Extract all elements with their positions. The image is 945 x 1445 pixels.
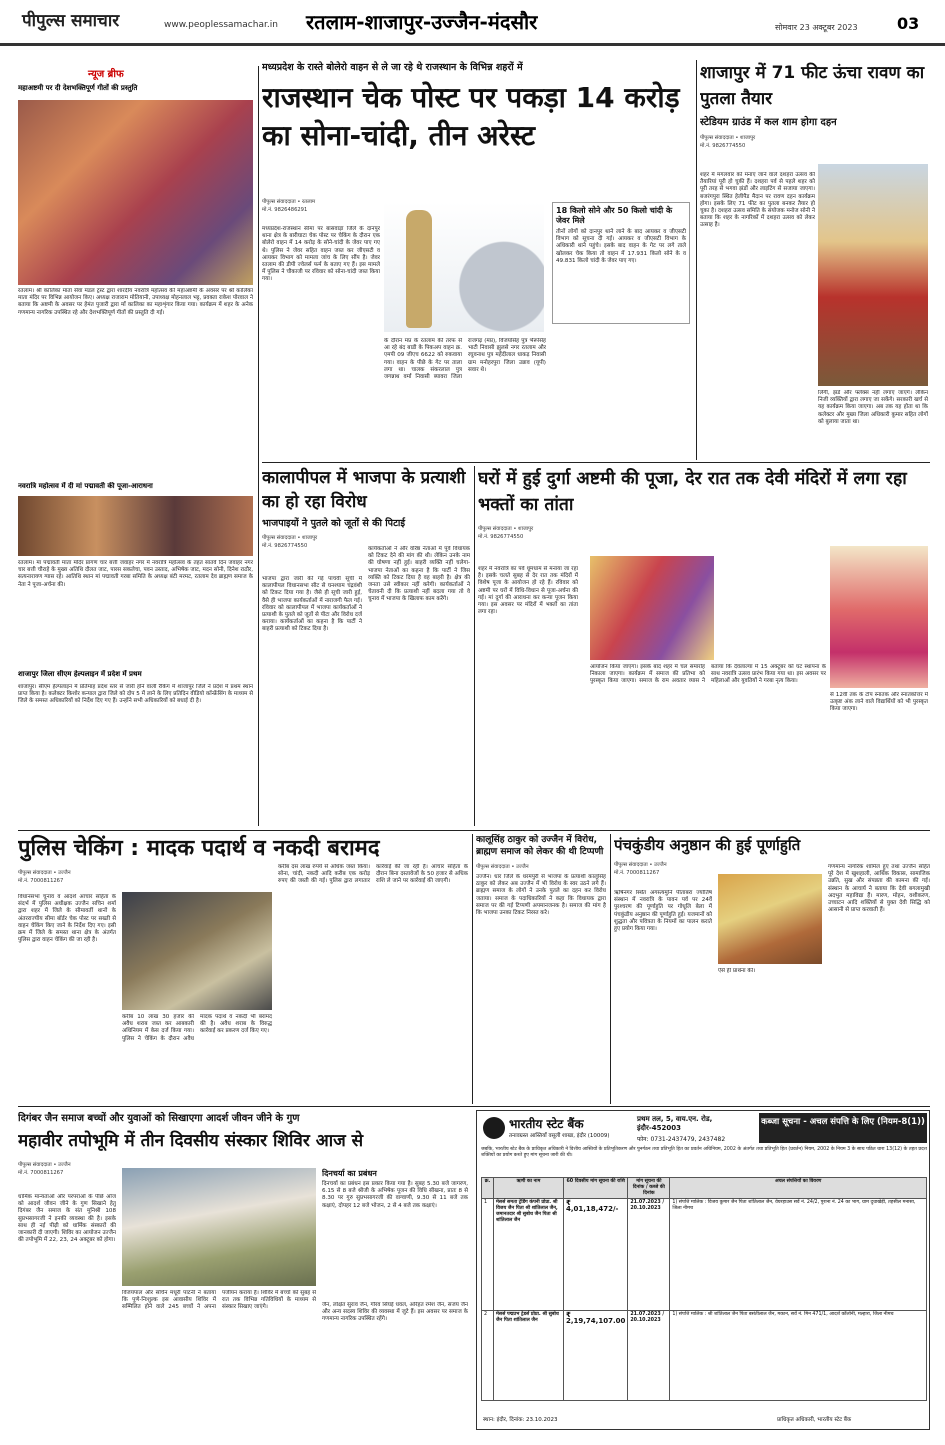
durga-body-2: आयोजन किया जाएगा। इसके बाद शहर में चल समारोह निकाला जाएगा। कार्यक्रम में समाज की प्रतिभा को पुरस्कृत किया जाएगा। समाज के राम अवतार व्यास ने बताया कि देवलाल्या में 15 अक्टूबर को घट स्थापना के साथ नवरात्रि उत्सव प्रारंभ किया गया था। इस अवसर पर महिलाओं और युवतियों ने गरबा नृत्य किया। (590, 664, 826, 685)
table-header: ऋणी का नाम (494, 1178, 564, 1199)
logo: पीपुल्स समाचार (22, 11, 120, 31)
kalusingh-headline: कालूसिंह ठाकुर को उज्जैन में विरोध, ब्राह्मण समाज को लेकर की थी टिप्पणी (476, 835, 604, 857)
ravan-headline: शाजापुर में 71 फीट ऊंचा रावण का पुतला तैयार (700, 63, 925, 109)
lead-sidebox (552, 202, 690, 324)
kalusingh-byline: पीपुल्स संवाददाता • उज्जैन (476, 864, 529, 870)
table-row (482, 1311, 927, 1401)
sbi-table-wrap (481, 1177, 927, 1407)
padmavati-photo (18, 496, 253, 556)
table-header: 60 दिवसीय मांग सूचना की राशि (564, 1178, 628, 1199)
panchkundiya-body-1: ऋषिनगर स्थित अगस्त्यमुनि पीतांबरा ज्योतिष संस्थान में नवरात्रि के पावन पर्व पर 24वें पुरश्चरण की पूर्णाहुति पर गोधूलि बेला में पंचकुंडीय अनुष्ठान की पूर्णाहुति हुई। यजमानों को शुद्धता और पवित्रता के नियमों का पालन कराते हुए प्रयोग किया गया। (614, 890, 712, 933)
table-cell: 21.07.2023 / 20.10.2023 (628, 1199, 670, 1311)
durga-story (478, 466, 930, 826)
table-header: मांग सूचना की दिनांक / कब्जे की दिनांक (628, 1178, 670, 1199)
brief-headline-2: नवरात्रि महोत्सव में दी मां पद्मावती की पूजा-आराधना (18, 482, 153, 490)
possession-notice-title: कब्जा सूचना - अचल संपत्ति के लिए (नियम-8(1)) (759, 1113, 927, 1143)
ravan-subheadline: स्टेडियम ग्राउंड में कल शाम होगा दहन (700, 117, 837, 128)
table-header: अचल संपत्तियों का विवरण (670, 1178, 927, 1199)
garba-photo (18, 100, 253, 285)
sidebox-title: 18 किलो सोने और 50 किलो चांदी के जेवर मिले (556, 206, 673, 225)
police-byline: पीपुल्स संवाददाता • उज्जैन मो.नं. 7000811267 (18, 870, 71, 884)
jain-schedule-box (322, 1168, 468, 1298)
kanya-girl-photo (830, 546, 928, 688)
brief-body-1: रतलाम। श्री कालिका माता सेवा मंडल ट्रस्ट द्वारा शारदीय नवरात्रि महोत्सव की महाअष्टमी के अवसर पर श्री कालिका माता मंदिर पर विभिन्न आयोजन किए। अध्यक्ष राजाराम मोतियानी, उपाध्यक्ष मोहनलाल भट्ट, प्रवक्ता राकेश पोरवाल ने बताया कि अष्टमी के अवसर पर हेमंत पुजारी द्वारा माँ कालिका का महाशृंगार किया गया। कार्यक्रम में शहर के अनेक गणमान्य नागरिक उपस्थित रहे और देशभक्तिपूर्ण गीतों की प्रस्तुति दी गई। (18, 288, 253, 316)
schedule-title: दिनचर्या का प्रबंधन (322, 1169, 377, 1178)
table-cell: मेसर्स समता ट्रेडिंग कंपनी प्रोप्रा. श्री विजय जैन पिता श्री शांतिलाल जैन, जमानतदार श्री सुबोध जैन पिता श्री शांतिलाल जैन (494, 1199, 564, 1311)
jain-byline: पीपुल्स संवाददाता • उज्जैन मो.नं. 7000811267 (18, 1162, 71, 1176)
durga-puja-photo (590, 556, 714, 660)
table-cell: 1) संपत्ति मालिक : विजय कुमार जैन पिता शांतिलाल जैन, वेयरहाउस सर्वे नं. 24/2, पुराना नं. 24 का भाग, ग्राम दुधाखेड़ी, तहसील मनासा, जिला नीमच (670, 1199, 927, 1311)
lead-mobile: मो.नं. 9826486291 (262, 207, 308, 213)
jain-body-2: विजयपाल और सचिन मधूरी पाटनी ने बताया कि पुणे-निःशुल्क इस आवासीय शिविर में सम्मिलित होने वाले 245 बच्चों ने अपना पंजीयन कराया है। शिविर में बच्चों को सुबह से रात तक विभिन्न गतिविधियों के माध्यम से संस्कार सिखाए जाएंगे। (122, 1290, 316, 1311)
jain-story (18, 1110, 468, 1430)
sbi-bank-name: भारतीय स्टेट बैंक (509, 1117, 584, 1131)
police-checking-photo (122, 892, 272, 1010)
sbi-place-date: स्थान: इंदौर, दिनांक: 23.10.2023 (483, 1417, 558, 1423)
section-rule-2 (18, 830, 930, 831)
news-brief-column (18, 66, 253, 826)
sbi-property-table (481, 1177, 927, 1401)
police-story (18, 834, 468, 1104)
lead-body-1: मध्यप्रदेश-राजस्थान सीमा पर बांसवाड़ा जिले के दानपुर थाना क्षेत्र के बारीघाटा चेक पोस्ट पर चेकिंग के दौरान एक बोलेरो वाहन में 14 करोड़ के सोने-चांदी के जेवर पाए गए थे। पुलिस ने जेवर सहित वाहन जब्त कर जीएसटी व आयकर विभाग को मामला जांच के लिए सौंप है। जेवर रतलाम की डीपी ज्वेलर्स फर्म के बताए गए हैं। इस मामले में पुलिस ने चौकाजी पर रविवार को सोना-चांदी जब्त किया गया। (262, 226, 380, 283)
table-cell: 1 (482, 1199, 494, 1311)
ravan-story (700, 60, 930, 460)
column-divider-right (696, 60, 697, 460)
police-body-1: विधानसभा चुनाव व आदर्श आचार संहिता के संदर्भ में पुलिस अधीक्षक उज्जैन सचिन शर्मा द्वारा शहर में जिले के सीमावर्ती थानों के अंतरराज्यीय सीमा बॉर्डर चेक पोस्ट पर सख्ती से वाहन चेकिंग किए जाने के निर्देश दिए गए। इसी क्रम में जिले के समस्त थाना क्षेत्र के अंतर्गत पुलिस द्वारा वाहन चेकिंग की जा रही है। (18, 894, 116, 944)
police-headline: पुलिस चेकिंग : मादक पदार्थ व नकदी बरामद (18, 836, 380, 861)
column-divider-mid (474, 466, 475, 826)
policeman-figure (406, 210, 432, 328)
table-cell: ₹ 2,19,74,107.00 (564, 1311, 628, 1401)
ravan-body-2: लिंगी, झंडे और फ्लेक्स नहीं लगाए जाएंगे। लेकिन निजी व्यक्तियों द्वारा लगाए जा सकेंगे। सरकारी खर्च से यह कार्यक्रम किया जाएगा। अब तक यह होता था कि कलेक्टर और मुख्य जिला अधिकारी कुमार सहित लोगों को बुलाया जाता था। (818, 390, 928, 425)
kalapipal-body-2: कार्यकर्ताओं ने और वरिष्ठ नेताओं में पूर्व विधायक को टिकट देने की मांग की थी। लेकिन उनके नाम की घोषणा नहीं हुई। बाहरी व्यक्ति नहीं चलेगा- भाजपा नेताओं का कहना है कि पार्टी ने जिस व्यक्ति को टिकट दिया है वह बाहरी है। क्षेत्र की जनता उसे स्वीकार नहीं करेगी। कार्यकर्ताओं ने चेतावनी दी कि प्रत्याशी नहीं बदला गया तो वे चुनाव में भाजपा के खिलाफ काम करेंगे। (368, 546, 470, 603)
jain-headline: महावीर तपोभूमि में तीन दिवसीय संस्कार शिविर आज से (18, 1131, 364, 1151)
sbi-phone: फोन: 0731-2437479, 2437482 (637, 1136, 726, 1143)
tapobhumi-photo (122, 1168, 316, 1286)
sbi-notice (476, 1110, 930, 1430)
date: सोमवार 23 अक्टूबर 2023 (775, 23, 858, 32)
panchkundiya-body-2: गणमान्य नागरिक शामिल हुए तथा उज्जैन सहित पूरे देश में खुशहाली, आर्थिक विकास, सामाजिक उन्नति, सुख और संपन्नता की कामना की गई। संस्थान के आचार्य ने बताया कि देवी बगलामुखी अदभुत महाविद्या हैं। मारण, मोहन, वशीकरण, उच्चाटन आदि शक्तियों से युक्त देवी सिद्धि को आसानी से प्राप्त करवाती हैं। (828, 864, 930, 914)
brief-tag: न्यूज ब्रीफ (88, 69, 124, 80)
lead-byline: पीपुल्स संवाददाता • रतलाम मो.नं. 9826486291 (262, 199, 316, 213)
brief-body-2: रतलाम। मां पद्मावती माता मंदिर प्रांगण चार बत्ती जवाहर नगर में नवरात्रि महोत्सव के तहत सातवें दिन जवाहर नगर चार बत्ती चौराहे के मुख्य अतिथि दौलत जाट, पारस सकलेचा, पवन उस्ताद, अभिषेक जाट, मदन सोनी, दिनेश राठौर, सत्यनारायण ग्यास रहे। आतिथि स्थान मां पद्मावती गरबा समिति के अध्यक्ष बंटी मरमट, रतलाम देव ब्राह्मण समाज के नेता ने पूजा-अर्चना की। (18, 560, 253, 588)
jain-kicker: दिगंबर जैन समाज बच्चों और युवाओं को सिखाएगा आदर्श जीवन जीने के गुण (18, 1113, 300, 1124)
lead-body-2: के दौरान मप्र के रतलाम की तरफ से आ रहे बंद बाडी के पिकअप वाहन क्र. एमपी 09 जीएच 6622 को रुकवाया गया। वाहन के पीछे के गेट पर ताला लगा था। चालक संकरलाल पुत्र जगन्नाथ वर्मा निवासी ब्यावरा जिला राजगढ़ (मप्र), विजयसिंह पुत्र भैरूसिंह भाटी निवासी झुलसे नगर रतलाम और रघुवनाथ पुत्र महेंदीलाल धाकड़ निवासी ग्राम मनोहरपुरा जिला उन्नाव (यूपी) सवार थे। (384, 338, 546, 381)
panchkundiya-byline: पीपुल्स संवाददाता • उज्जैन मो.नं. 7000811267 (614, 862, 667, 876)
table-cell: 1) संपत्ति मालिक : श्री शांतिलाल जैन पिता बसंतीलाल जैन, मकान, सर्वे नं. मिन 471/1, आदर्श कॉलोनी, मल्हारा, जिला नीमच (670, 1311, 927, 1401)
table-cell: मेसर्स पद्मप्रभ ट्रेडर्स प्रोप्रा. श्री सुबोध जैन पिता शांतिलाल जैन (494, 1311, 564, 1401)
jain-body-3: जैन, लक्षित सुराव जैन, गौरव सिंघई धवल, अरिहंत रमेश जैन, संजय जैन और अन्य सदस्य शिविर की व्यवस्था में जुटे हैं। इस अवसर पर समाज के गणमान्य नागरिक उपस्थित रहेंगे। (322, 1302, 468, 1323)
brief-headline-3: शाजापुर जिला सीएम हेल्पलाइन में प्रदेश में प्रथम (18, 670, 142, 678)
website: www.peoplessamachar.in (164, 20, 278, 30)
sbi-branch: तनावग्रस्त आस्तियाँ वसूली शाखा, इंदौर (10009) (509, 1133, 610, 1139)
sbi-address: प्रथम तल, 5, वाय.एन. रोड, इंदौर-452003 (637, 1115, 713, 1132)
column-divider (258, 66, 259, 826)
jain-body-1: धार्मिक मान्यताओं और परंपराओं के पीछे ओज को आदर्श जीवन जीने के गुण सिखाने हेतु दिगंबर जैन समाज के संत मुनिश्री 108 सुप्रभसागरजी ने इनकी व्यवस्था की है। इसके साथ ही नई पीढ़ी को धार्मिक संस्कारों की जानकारी दी जाएगी। शिविर का आयोजन उज्जैन की तपोभूमि में 22, 23, 24 अक्टूबर को होगा। (18, 1194, 116, 1244)
column-divider-2 (472, 834, 473, 1104)
ravan-body-1: शहर में मंगलवार को मनाए जाने वाले दशहरा उत्सव की तैयारियां पूरी हो चुकी हैं। दशहरा पर्व से पहले शहर को पूरी तरह से भगवा झंडों और लाइटिंग से सजाया जाएगा। बजरंगपुरा स्थित हेलीपैड मैदान पर रावण दहन कार्यक्रम होगा। इसके लिए 71 फीट का पुतला बनकर तैयार हो चुका है। दशहरा उत्सव समिति के संयोजक मनोज सोनी ने बताया कि शहर के नागरिकों में दशहरा उत्सव को लेकर उत्साह है। (700, 172, 815, 229)
ravan-byline: पीपुल्स संवाददाता • शाजापुर मो.नं. 9826774550 (700, 135, 756, 149)
kalapipal-headline: कालापीपल में भाजपा के प्रत्याशी का हो रहा विरोध (262, 468, 466, 512)
ravan-effigy-photo (818, 164, 928, 386)
schedule-body: दिनचर्या का प्रबंधन इस प्रकार किया गया है। सुबह 5.30 बजे जागरण, 6.15 से 8 बजे श्रीजी के अभिषेक पूजन की विधि सीखना, प्रातः 8 से 8.30 पर गुरु सुप्रभसागरजी की वाग्वाणी, 9.30 से 11 बजे तक कक्षाएं, दोपहर 12 बजे भोजन, 2 से 4 बजे तक कक्षाएं। (322, 1181, 468, 1209)
brief-headline-1: महाअष्टमी पर दी देशभक्तिपूर्ण गीतों की प्रस्तुति (18, 84, 138, 92)
durga-headline: घरों में हुई दुर्गा अष्टमी की पूजा, देर रात तक देवी मंदिरों में लगा रहा भक्तों का तांता (478, 469, 907, 515)
table-row (482, 1199, 927, 1311)
brief-body-3: शाजापुर। सीएम हेल्पलाइन में प्रतिमाह प्रदेश स्तर से जारी होने वाली रैंकिंग में शाजापुर जिले ने प्रदेश में प्रथम स्थान प्राप्त किया है। कलेक्टर किशोर कन्याल द्वारा जिले को दोप 5 में लाने के लिए प्रतिदिन वीडियो कॉन्फ्रेंसिंग के माध्यम से जिले के समस्त अधिकारियों को निर्देश दिए गए हैं। उन्होंने सभी अधिकारियों को बधाई दी है। (18, 684, 253, 705)
lead-story (262, 60, 692, 460)
police-body-3: करीब दस लाख रुपये से अधिक जब्त किया। सोना, चांदी, नकदी आदि करीब एक करोड़ रुपए की जब्ती की गई। पुलिस द्वारा लगातार कार्रवाई की जा रही है। आचार संहिता के दौरान बिना दस्तावेजों के 50 हजार से अधिक राशि ले जाने पर कार्रवाई की जाएगी। (278, 864, 468, 885)
table-cell: 2 (482, 1311, 494, 1401)
kalapipal-story (262, 466, 470, 826)
table-cell: 21.07.2023 / 20.10.2023 (628, 1311, 670, 1401)
kalusingh-body: उज्जैन। धार जिले के धरमपुरी से भाजपा के प्रत्याशी कालूसिंह ठाकुर को लेकर अब उज्जैन में भी विरोध के स्वर उठने लगे हैं। ब्राह्मण समाज के लोगों ने उनके पुतले का दहन कर विरोध जताया। समाज के पदाधिकारियों ने कहा कि विधायक द्वारा समाज पर की गई टिप्पणी अपमानजनक है। समाज की मांग है कि भाजपा उनका टिकट निरस्त करे। (476, 874, 606, 917)
havan-photo (718, 874, 822, 964)
table-cell: ₹ 4,01,18,472/- (564, 1199, 628, 1311)
kalapipal-body: भाजपा द्वारा जारी की गई पांचवीं सूची में कालापीपल विधानसभा सीट से घनश्याम चंद्रवंशी को टिकट दिया गया है। जैसे ही सूची जारी हुई, वैसे ही भाजपा कार्यकर्ताओं में नाराजगी फैल गई। रविवार को कालापीपल में भाजपा कार्यकर्ताओं ने प्रत्याशी के पुतले को जूतों से पीटा और विरोध दर्ज कराया। कार्यकर्ताओं का कहना है कि पार्टी ने बाहरी प्रत्याशी को टिकट दिया है। (262, 576, 362, 633)
masthead (0, 0, 945, 46)
durga-caption: से 12वीं तक के टॉप स्नातक और स्नातकोत्तर में उत्कृष्ट अंक लाने वाले विद्यार्थियों को भी पुरस्कृत किया जाएगा। (830, 692, 928, 713)
panchkundiya-headline: पंचकुंडीय अनुष्ठान की हुई पूर्णाहुति (614, 836, 801, 854)
kalapipal-subheadline: भाजपाइयों ने पुतले को जूतों से की पिटाई (262, 518, 405, 529)
lead-kicker: मध्यप्रदेश के रास्ते बोलेरो वाहन से ले जा रहे थे राजस्थान के विभिन्न शहरों में (262, 62, 523, 73)
table-header: क्र. (482, 1178, 494, 1199)
durga-byline: पीपुल्स संवाददाता • शाजापुर मो.नं. 9826774550 (478, 526, 534, 540)
kalapipal-byline: पीपुल्स संवाददाता • शाजापुर मो.नं. 9826774550 (262, 535, 318, 549)
sbi-officer: प्राधिकृत अधिकारी, भारतीय स्टेट बैंक (777, 1417, 852, 1423)
durga-body-1: शहर में नवरात्रि का पर्व धूमधाम से मनाया जा रहा है। इसके चलते सुबह से देर रात तक मंदिरों में विशेष पूजा के आयोजन हो रहे हैं। रविवार को अष्टमी पर घरों में विधि-विधान से पूजा-अर्चना की गई। मां दुर्गा की आराधना कर कन्या पूजन किया गया। इस अवसर पर मंदिरों में भक्तों का तांता लगा रहा। (478, 566, 578, 616)
column-divider-3 (610, 834, 611, 1104)
section-rule (262, 462, 930, 463)
kalusingh-story (476, 834, 606, 1104)
panchkundiya-story (614, 834, 930, 1104)
sbi-logo-icon (483, 1117, 505, 1139)
lead-headline: राजस्थान चेक पोस्ट पर पकड़ा 14 करोड़ का सोना-चांदी, तीन अरेस्ट (262, 81, 680, 152)
section-rule-3 (18, 1106, 930, 1107)
section-title: रतलाम-शाजापुर-उज्जैन-मंदसौर (306, 10, 538, 34)
police-car-illustration (384, 202, 544, 332)
table-header-row (482, 1178, 927, 1199)
panchkundiya-caption: ऐसे ही प्रार्थना की। (718, 968, 756, 974)
sbi-intro: जबकि, भारतीय स्टेट बैंक के प्राधिकृत अधिकारी ने वित्तीय आस्तियों के प्रतिभूतिकरण और पुनर्गठन तथा प्रतिभूति हित का प्रवर्तन अधिनियम, 2002 के अंतर्गत तथा प्रतिभूति हित (प्रवर्तन) नियम, 2002 के नियम 3 के साथ पठित धारा 13(12) के तहत प्रदत्त शक्तियों का प्रयोग करते हुए मांग सूचना जारी की थी। (481, 1147, 927, 1158)
page-number: 03 (897, 14, 920, 33)
police-body-2: करीब 10 लाख 30 हजार की अवैध शराब जब्त कर आबकारी अधिनियम में केस दर्ज किया गया। पुलिस ने चेकिंग के दौरान अवैध मादक पदार्थ व नकदी भी बरामद की है। अवैध शराब के विरुद्ध कार्रवाई कर प्रकरण दर्ज किए गए। (122, 1014, 272, 1042)
sidebox-body: तीनों लोगों को दानपुर थाने लाने के बाद आयकर व जीएसटी विभाग को सूचना दी गई। आयकर व जीएसटी विभाग के अधिकारी थाने पहुंचे। इसके बाद वाहन के गेट पर लगे ताले खोलकर चेक किया तो वाहन में 17.931 किलो सोने के व 49.831 किलो चांदी के जेवर पाए गए। (556, 229, 686, 264)
